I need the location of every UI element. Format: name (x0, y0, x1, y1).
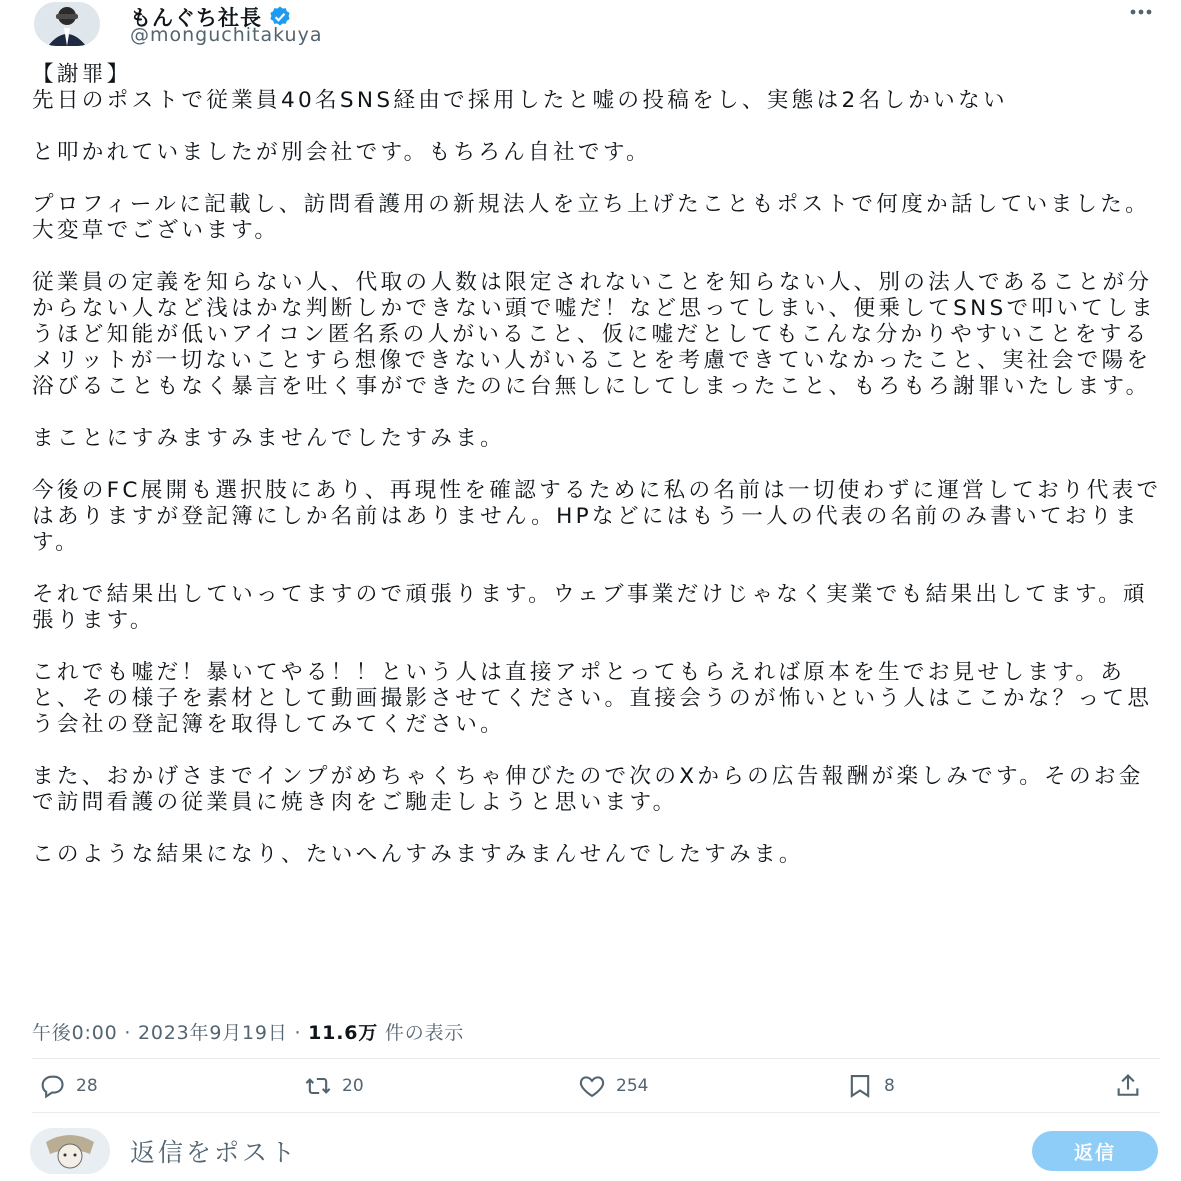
post-date[interactable]: 2023年9月19日 (138, 1022, 288, 1044)
post-header (0, 0, 1181, 56)
post-paragraph: これでも嘘だ！暴いてやる！！という人は直接アポとってもらえれば原本を生でお見せします。あと、その様子を素材として動画撮影させてください。直接会うのが怖いという人はここかな？って思う会社の登記簿を取得してみてください。 (32, 660, 1153, 737)
author-handle[interactable]: @monguchitakuya (130, 24, 323, 46)
divider (32, 1112, 1160, 1113)
post-paragraph: このような結果になり、たいへんすみますみまんせんでしたすみま。 (32, 842, 804, 867)
reply-input[interactable]: 返信をポスト (130, 1138, 299, 1167)
author-display-name[interactable]: もんぐち社長 (130, 6, 262, 30)
post-paragraph: まことにすみますみませんでしたすみま。 (32, 426, 505, 451)
post-paragraph: それで結果出していってますので頑張ります。ウェブ事業だけじゃなく実業でも結果出してます。頑張ります。 (32, 582, 1148, 633)
current-user-avatar[interactable] (30, 1128, 110, 1174)
reply-composer (0, 1118, 1181, 1181)
heart-icon (578, 1072, 606, 1100)
reply-icon (38, 1072, 66, 1100)
post-paragraph: 【謝罪】 先日のポストで従業員40名SNS経由で採用したと嘘の投稿をし、実態は2名しかいない (32, 62, 1008, 113)
like-action[interactable] (578, 1072, 648, 1100)
post-paragraph: 今後のFC展開も選択肢にあり、再現性を確認するために私の名前は一切使わずに運営しており代表ではありますが登記簿にしか名前はありません。HPなどにはもう一人の代表の名前のみ書いております。 (32, 478, 1162, 555)
repost-count: 20 (342, 1076, 364, 1096)
like-count: 254 (616, 1076, 649, 1096)
repost-action[interactable] (304, 1072, 364, 1100)
more-options-icon[interactable] (1123, 0, 1159, 28)
views-count: 11.6万 (308, 1022, 379, 1044)
divider (32, 1058, 1160, 1059)
reply-submit-button[interactable]: 返信 (1032, 1131, 1158, 1171)
post-meta (32, 1018, 464, 1045)
author-avatar[interactable] (34, 2, 100, 46)
action-bar (32, 1064, 1160, 1110)
share-icon (1114, 1072, 1142, 1100)
post-paragraph: 従業員の定義を知らない人、代取の人数は限定されないことを知らない人、別の法人であることが分からない人など浅はかな判断しかできない頭で嘘だ！など思ってしまい、便乗してSNSで叩いてしまうほど知能が低いアイコン匿名系の人がいること、仮に嘘だとしてもこんな分かりやすいことをするメリットが一切ないことすら想像できない人がいることを考慮できていなかったこと、実社会で陽を浴びることもなく暴言を吐く事ができたのに台無しにしてしまったこと、もろもろ謝罪いたします。 (32, 270, 1156, 399)
post-paragraph: また、おかげさまでインプがめちゃくちゃ伸びたので次のXからの広告報酬が楽しみです。そのお金で訪問看護の従業員に焼き肉をご馳走しようと思います。 (32, 764, 1144, 815)
post-text (32, 62, 1167, 868)
meta-separator: · (294, 1022, 302, 1044)
post-paragraph: プロフィールに記載し、訪問看護用の新規法人を立ち上げたこともポストで何度か話していました。大変草でございます。 (32, 192, 1151, 243)
bookmark-count: 8 (884, 1076, 895, 1096)
meta-separator: · (124, 1022, 132, 1044)
reply-action[interactable] (38, 1072, 98, 1100)
post-time[interactable]: 午後0:00 (32, 1022, 118, 1044)
share-action[interactable] (1114, 1072, 1152, 1100)
repost-icon (304, 1072, 332, 1100)
post-paragraph: と叩かれていましたが別会社です。もちろん自社です。 (32, 140, 651, 165)
views-label: 件の表示 (384, 1022, 465, 1044)
bookmark-icon (846, 1072, 874, 1100)
reply-count: 28 (76, 1076, 98, 1096)
bookmark-action[interactable] (846, 1072, 895, 1100)
